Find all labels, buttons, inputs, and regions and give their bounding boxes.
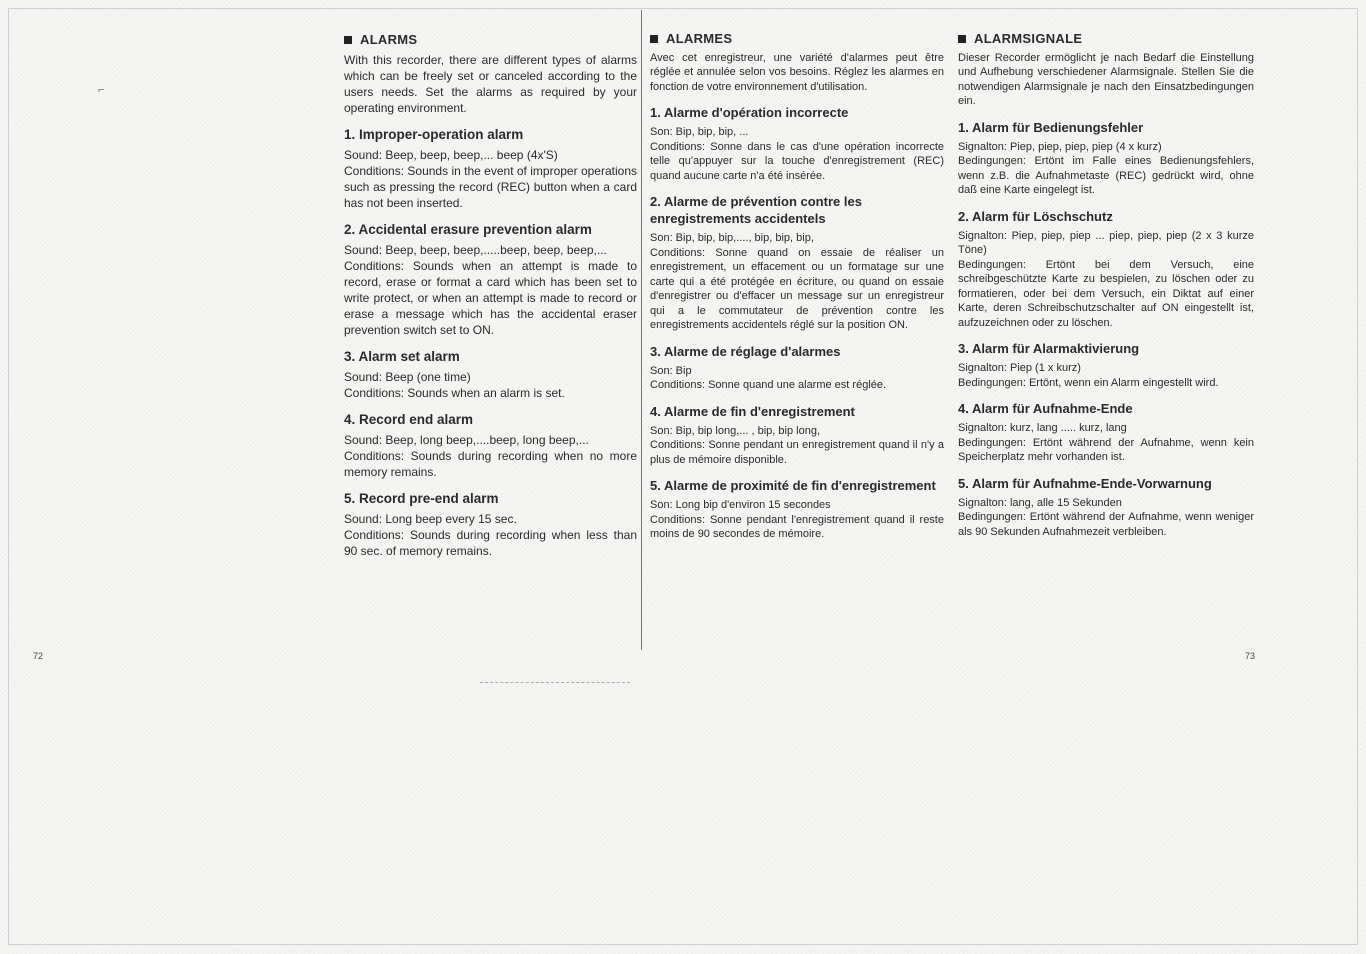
- alarm-conditions: Bedingungen: Ertönt während der Aufnahme, wenn weniger als 90 Sekunden Aufnahmezeit verbleiben.: [958, 511, 1254, 538]
- alarm-sound: Sound: Beep (one time): [344, 370, 471, 384]
- section-intro: With this recorder, there are different types of alarms which can be freely set or canceled according to the users needs. Set the alarms as required by your operating environment.: [344, 53, 637, 115]
- alarm-sound: Signalton: lang, alle 15 Sekunden: [958, 496, 1122, 509]
- alarm-item: [344, 411, 637, 480]
- alarm-sound: Sound: Long beep every 15 sec.: [344, 512, 517, 526]
- alarm-heading: 4. Record end alarm: [344, 412, 474, 427]
- section-intro: Avec cet enregistreur, une variété d'alarmes peut être réglée et annulée selon vos besoins. Réglez les alarmes en fonction de votre environnement d'utilisation.: [650, 51, 944, 93]
- alarm-sound: Son: Bip, bip long,... , bip, bip long,: [650, 424, 821, 437]
- german-column: [958, 32, 1254, 549]
- page-bottom-border: [8, 944, 1358, 945]
- alarm-conditions: Conditions: Sounds in the event of improper operations such as pressing the record (REC) button when a card has not been inserted.: [344, 164, 637, 210]
- alarm-sound: Son: Long bip d'environ 15 secondes: [650, 499, 831, 511]
- alarm-heading: 4. Alarme de fin d'enregistrement: [650, 403, 855, 419]
- alarm-sound: Sound: Beep, beep, beep,... beep (4x'S): [344, 148, 558, 162]
- alarm-item: [344, 490, 637, 559]
- alarm-conditions: Conditions: Sonne dans le cas d'une opération incorrecte telle qu'appuyer sur la touche d'enregistrement (REC) quand aucune carte n'a été insérée.: [650, 140, 944, 182]
- section-title-text: ALARMSIGNALE: [974, 31, 1083, 46]
- alarm-item: [958, 400, 1254, 465]
- page-left-border: [8, 8, 9, 945]
- page-number-right: 73: [1245, 651, 1256, 661]
- alarm-item: [958, 208, 1254, 331]
- alarm-heading: 3. Alarme de réglage d'alarmes: [650, 343, 841, 359]
- section-title: [958, 32, 1254, 47]
- alarm-sound: Son: Bip, bip, bip, ...: [650, 126, 749, 138]
- alarm-item: [650, 193, 944, 333]
- alarm-heading: 3. Alarm set alarm: [344, 349, 460, 364]
- alarm-sound: Signalton: Piep (1 x kurz): [958, 362, 1081, 374]
- page-right-border: [1357, 8, 1358, 945]
- alarm-sound: Son: Bip: [650, 364, 692, 377]
- alarm-heading: 5. Alarme de proximité de fin d'enregistrement: [650, 478, 936, 493]
- section-intro: Dieser Recorder ermöglicht je nach Bedarf die Einstellung und Aufhebung verschiedener Alarmsignale. Stellen Sie die notwendigen Alarmsignale je nach den Einsatzbedingungen ein.: [958, 51, 1254, 107]
- alarm-conditions: Conditions: Sounds when an attempt is made to record, erase or format a card which has been set to write protect, or when an attempt is made to record or erase a message which has the accidental eraser prevention switch set to ON.: [344, 259, 637, 337]
- square-bullet-icon: [958, 35, 966, 43]
- alarm-heading: 1. Alarm für Bedienungsfehler: [958, 119, 1144, 135]
- alarm-conditions: Bedingungen: Ertönt während der Aufnahme, wenn kein Speicherplatz mehr vorhanden ist.: [958, 436, 1254, 463]
- alarm-sound: Signalton: kurz, lang ..... kurz, lang: [958, 422, 1127, 434]
- alarm-sound: Son: Bip, bip, bip,...., bip, bip, bip,: [650, 232, 814, 244]
- alarm-item: [650, 104, 944, 183]
- alarm-conditions: Bedingungen: Ertönt, wenn ein Alarm eingestellt wird.: [958, 376, 1219, 389]
- alarm-heading: 2. Accidental erasure prevention alarm: [344, 222, 592, 237]
- section-title-text: ALARMES: [666, 31, 733, 46]
- alarm-sound: Signalton: Piep, piep, piep ... piep, piep, piep (2 x 3 kurze Töne): [958, 229, 1254, 256]
- square-bullet-icon: [344, 36, 352, 44]
- alarm-item: [650, 477, 944, 542]
- section-title: [650, 32, 944, 47]
- alarm-conditions: Bedingungen: Ertönt im Falle eines Bedienungsfehlers, wenn z.B. die Aufnahmetaste (REC) gedrückt wird, ohne daß eine Karte eingelegt ist.: [958, 155, 1254, 196]
- alarm-heading: 1. Improper-operation alarm: [344, 127, 524, 142]
- alarm-item: [650, 403, 944, 468]
- alarm-heading: 3. Alarm für Alarmaktivierung: [958, 341, 1140, 356]
- square-bullet-icon: [650, 35, 658, 43]
- alarm-sound: Sound: Beep, long beep,....beep, long beep,...: [344, 433, 589, 447]
- alarm-sound: Signalton: Piep, piep, piep, piep (4 x kurz): [958, 140, 1162, 153]
- stray-mark: ⌐: [98, 84, 105, 96]
- page-fold-dash: [480, 682, 630, 683]
- alarm-conditions: Bedingungen: Ertönt bei dem Versuch, eine schreibgeschützte Karte zu bespielen, zu löschen oder zu formatieren, oder bei dem Versuch, ein Diktat auf einer Karte, deren Schreibschutzschalter auf ON eingestellt ist, aufzuzeichnen oder zu löschen.: [958, 258, 1254, 329]
- alarm-item: [344, 348, 637, 401]
- alarm-item: [344, 126, 637, 211]
- french-column: [650, 32, 944, 552]
- alarm-item: [958, 475, 1254, 540]
- alarm-conditions: Conditions: Sonne quand une alarme est réglée.: [650, 379, 887, 391]
- section-title-text: ALARMS: [360, 32, 418, 47]
- alarm-conditions: Conditions: Sounds when an alarm is set.: [344, 386, 565, 400]
- alarm-item: [344, 221, 637, 338]
- alarm-conditions: Conditions: Sonne quand on essaie de réaliser un enregistrement, un effacement ou un formatage sur une carte qui a été protégée en écriture, ou quand on essaie d'enregistrer ou d'effacer un message sur un enregistreur qui a le commutateur de prévention contre les enregistrements accidentels réglé sur la position ON.: [650, 246, 944, 331]
- alarm-item: [958, 340, 1254, 390]
- alarm-item: [650, 343, 944, 393]
- alarm-item: [958, 119, 1254, 198]
- alarm-sound: Sound: Beep, beep, beep,.....beep, beep, beep,...: [344, 243, 607, 257]
- alarm-conditions: Conditions: Sonne pendant un enregistrement quand il n'y a plus de mémoire disponible.: [650, 439, 944, 466]
- alarm-conditions: Conditions: Sounds during recording when less than 90 sec. of memory remains.: [344, 528, 637, 558]
- alarm-heading: 5. Alarm für Aufnahme-Ende-Vorwarnung: [958, 475, 1212, 491]
- alarm-conditions: Conditions: Sonne pendant l'enregistrement quand il reste moins de 90 secondes de mémoire.: [650, 513, 944, 540]
- alarm-heading: 1. Alarme d'opération incorrecte: [650, 105, 849, 120]
- alarm-conditions: Conditions: Sounds during recording when no more memory remains.: [344, 449, 637, 479]
- alarm-heading: 4. Alarm für Aufnahme-Ende: [958, 401, 1133, 416]
- page-fold-line: [641, 10, 642, 650]
- page-number-left: 72: [33, 651, 44, 661]
- english-column: [344, 32, 637, 569]
- alarm-heading: 2. Alarm für Löschschutz: [958, 208, 1113, 224]
- alarm-heading: 5. Record pre-end alarm: [344, 491, 499, 506]
- page-top-border: [8, 8, 1358, 9]
- alarm-heading: 2. Alarme de prévention contre les enregistrements accidentels: [650, 194, 862, 226]
- section-title: [344, 32, 637, 48]
